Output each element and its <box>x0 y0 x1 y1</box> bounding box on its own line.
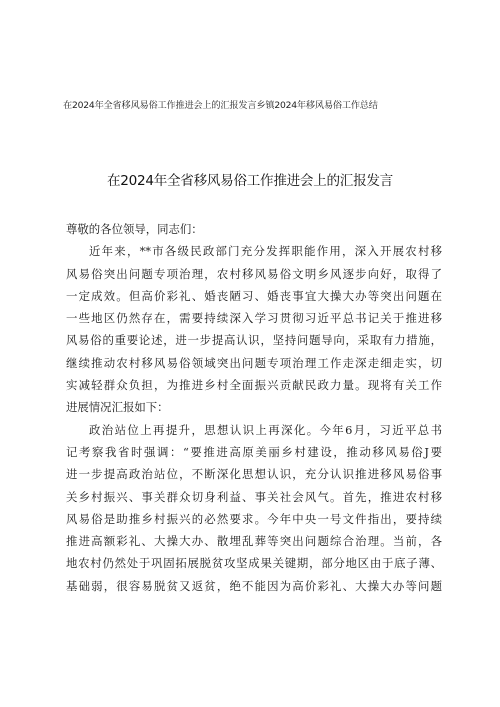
paragraph-line: 进一步提高政治站位，不断深化思想认识，充分认识推进移风易俗事 <box>66 467 442 482</box>
document-body <box>66 218 442 597</box>
paragraph-line: 基础弱，很容易脱贫又返贫，绝不能因为高价彩礼、大操大办等问题 <box>66 578 442 593</box>
paragraph-line: 继续推动农村移风易俗领域突出问题专项治理工作走深走细走实，切 <box>66 355 442 370</box>
paragraph-2 <box>66 419 442 597</box>
paragraph-1 <box>66 240 442 418</box>
paragraph-line: 风易俗的重要论述，进一步提高认识，坚持问题导向，采取有力措施， <box>66 333 442 348</box>
paragraph-line: 记考察我省时强调：“要推进高原美丽乡村建设，推动移风易俗J要 <box>66 444 442 459</box>
paragraph-line: 一定成效。但高价彩礼、婚丧陋习、婚丧事宜大操大办等突出问题在 <box>66 288 442 303</box>
paragraph-line: 进展情况汇报如下： <box>66 400 169 415</box>
paragraph-line: 风易俗突出问题专项治理，农村移风易俗文明乡风逐步向好，取得了 <box>66 266 442 281</box>
paragraph-line: 一些地区仍然存在，需要持续深入学习贯彻习近平总书记关于推进移 <box>66 311 442 326</box>
paragraph-line: 推进高额彩礼、大操大办、散埋乱葬等突出问题综合治理。当前，各 <box>66 534 442 549</box>
paragraph-line: 地农村仍然处于巩固拓展脱贫攻坚成果关键期，部分地区由于底子薄、 <box>66 556 442 571</box>
paragraph-line: 政治站位上再提升，思想认识上再深化。今年6月，习近平总书 <box>89 422 442 437</box>
paragraph-line: 实减轻群众负担，为推进乡村全面振兴贡献民政力量。现将有关工作 <box>66 378 442 393</box>
running-header: 在2024年全省移风易俗工作推进会上的汇报发言乡镇2024年移风易俗工作总结 <box>63 100 378 111</box>
document-title: 在2024年全省移风易俗工作推进会上的汇报发言 <box>107 173 393 189</box>
salutation: 尊敬的各位领导，同志们： <box>66 222 203 236</box>
paragraph-line: 关乡村振兴、事关群众切身利益、事关社会风气。首先，推进农村移 <box>66 489 442 504</box>
paragraph-line: 风易俗是助推乡村振兴的必然要求。今年中央一号文件指出，要持续 <box>66 511 442 526</box>
paragraph-line: 近年来，**市各级民政部门充分发挥职能作用，深入开展农村移 <box>89 244 442 259</box>
